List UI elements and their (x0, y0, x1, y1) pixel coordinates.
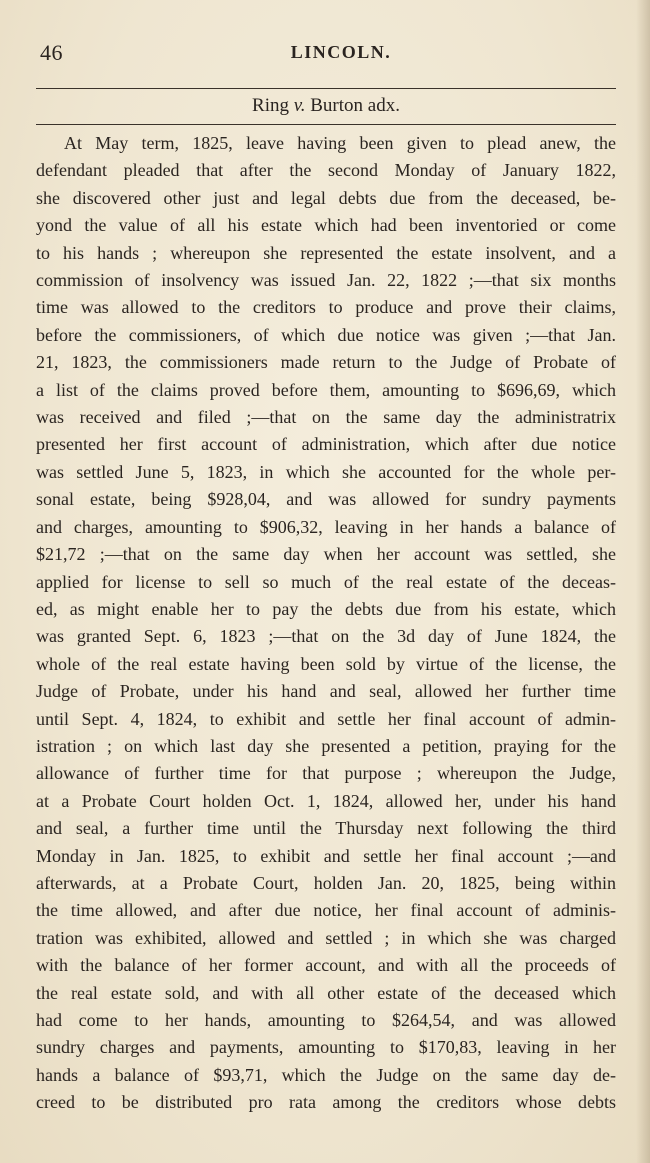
body-text (36, 130, 616, 1117)
page-header (36, 36, 616, 70)
text-line: she discovered other just and legal debts due from the deceased, be- (36, 187, 616, 208)
text-line: allowance of further time for that purpose ; whereupon the Judge, (36, 763, 616, 784)
text-line: afterwards, at a Probate Court, holden Jan. 20, 1825, being within (36, 872, 616, 893)
text-line: At May term, 1825, leave having been given to plead anew, the (64, 133, 616, 153)
text-line: time was allowed to the creditors to produce and prove their claims, (36, 297, 616, 318)
text-line: and charges, amounting to $906,32, leaving in her hands a balance of (36, 516, 616, 537)
text-line: whole of the real estate having been sold by virtue of the license, the (36, 653, 616, 674)
text-line: hands a balance of $93,71, which the Judge on the same day de- (36, 1064, 616, 1085)
text-line: sundry charges and payments, amounting to $170,83, leaving in her (36, 1037, 616, 1058)
case-plaintiff: Ring (252, 95, 289, 116)
text-line: with the balance of her former account, and with all the proceeds of (36, 955, 616, 976)
text-line: was settled June 5, 1823, in which she accounted for the whole per- (36, 461, 616, 482)
case-title (36, 95, 616, 117)
text-line: was granted Sept. 6, 1823 ;—that on the 3d day of June 1824, the (36, 626, 616, 647)
text-line: $21,72 ;—that on the same day when her account was settled, she (36, 544, 616, 565)
header-rule (36, 88, 616, 89)
case-versus: v. (293, 95, 306, 116)
page-number: 46 (40, 40, 63, 65)
text-line: the time allowed, and after due notice, her final account of adminis- (36, 900, 616, 921)
page-edge-shadow (636, 0, 650, 1163)
text-line: at a Probate Court holden Oct. 1, 1824, allowed her, under his hand (36, 790, 616, 811)
text-line: was received and filed ;—that on the same day the administratrix (36, 407, 616, 428)
text-line: Judge of Probate, under his hand and seal, allowed her further time (36, 681, 616, 702)
text-line: and seal, a further time until the Thursday next following the third (36, 818, 616, 839)
text-line: had come to her hands, amounting to $264,54, and was allowed (36, 1010, 616, 1030)
text-line: the real estate sold, and with all other estate of the deceased which (36, 982, 616, 1003)
text-line: until Sept. 4, 1824, to exhibit and settle her final account of admin- (36, 708, 616, 729)
text-line: creed to be distributed pro rata among the creditors whose debts (36, 1092, 616, 1113)
case-title-rule (36, 124, 616, 125)
text-line: istration ; on which last day she presented a petition, praying for the (36, 735, 616, 756)
text-line: defendant pleaded that after the second Monday of January 1822, (36, 160, 616, 181)
text-line: 21, 1823, the commissioners made return to the Judge of Probate of (36, 352, 616, 373)
text-line: tration was exhibited, allowed and settled ; in which she was charged (36, 927, 616, 948)
text-line: applied for license to sell so much of the real estate of the deceas- (36, 571, 616, 592)
text-line: sonal estate, being $928,04, and was allowed for sundry payments (36, 489, 616, 510)
text-line: to his hands ; whereupon she represented the estate insolvent, and a (36, 242, 616, 263)
text-line: presented her first account of administration, which after due notice (36, 434, 616, 455)
case-defendant: Burton adx. (310, 95, 400, 116)
text-line: Monday in Jan. 1825, to exhibit and settle her final account ;—and (36, 845, 616, 866)
text-line: a list of the claims proved before them, amounting to $696,69, which (36, 379, 616, 400)
text-line: yond the value of all his estate which had been inventoried or come (36, 215, 616, 236)
text-line: commission of insolvency was issued Jan. 22, 1822 ;—that six months (36, 270, 616, 291)
text-line: ed, as might enable her to pay the debts due from his estate, which (36, 598, 616, 619)
running-head: LINCOLN. (290, 42, 392, 62)
text-line: before the commissioners, of which due notice was given ;—that Jan. (36, 324, 616, 345)
